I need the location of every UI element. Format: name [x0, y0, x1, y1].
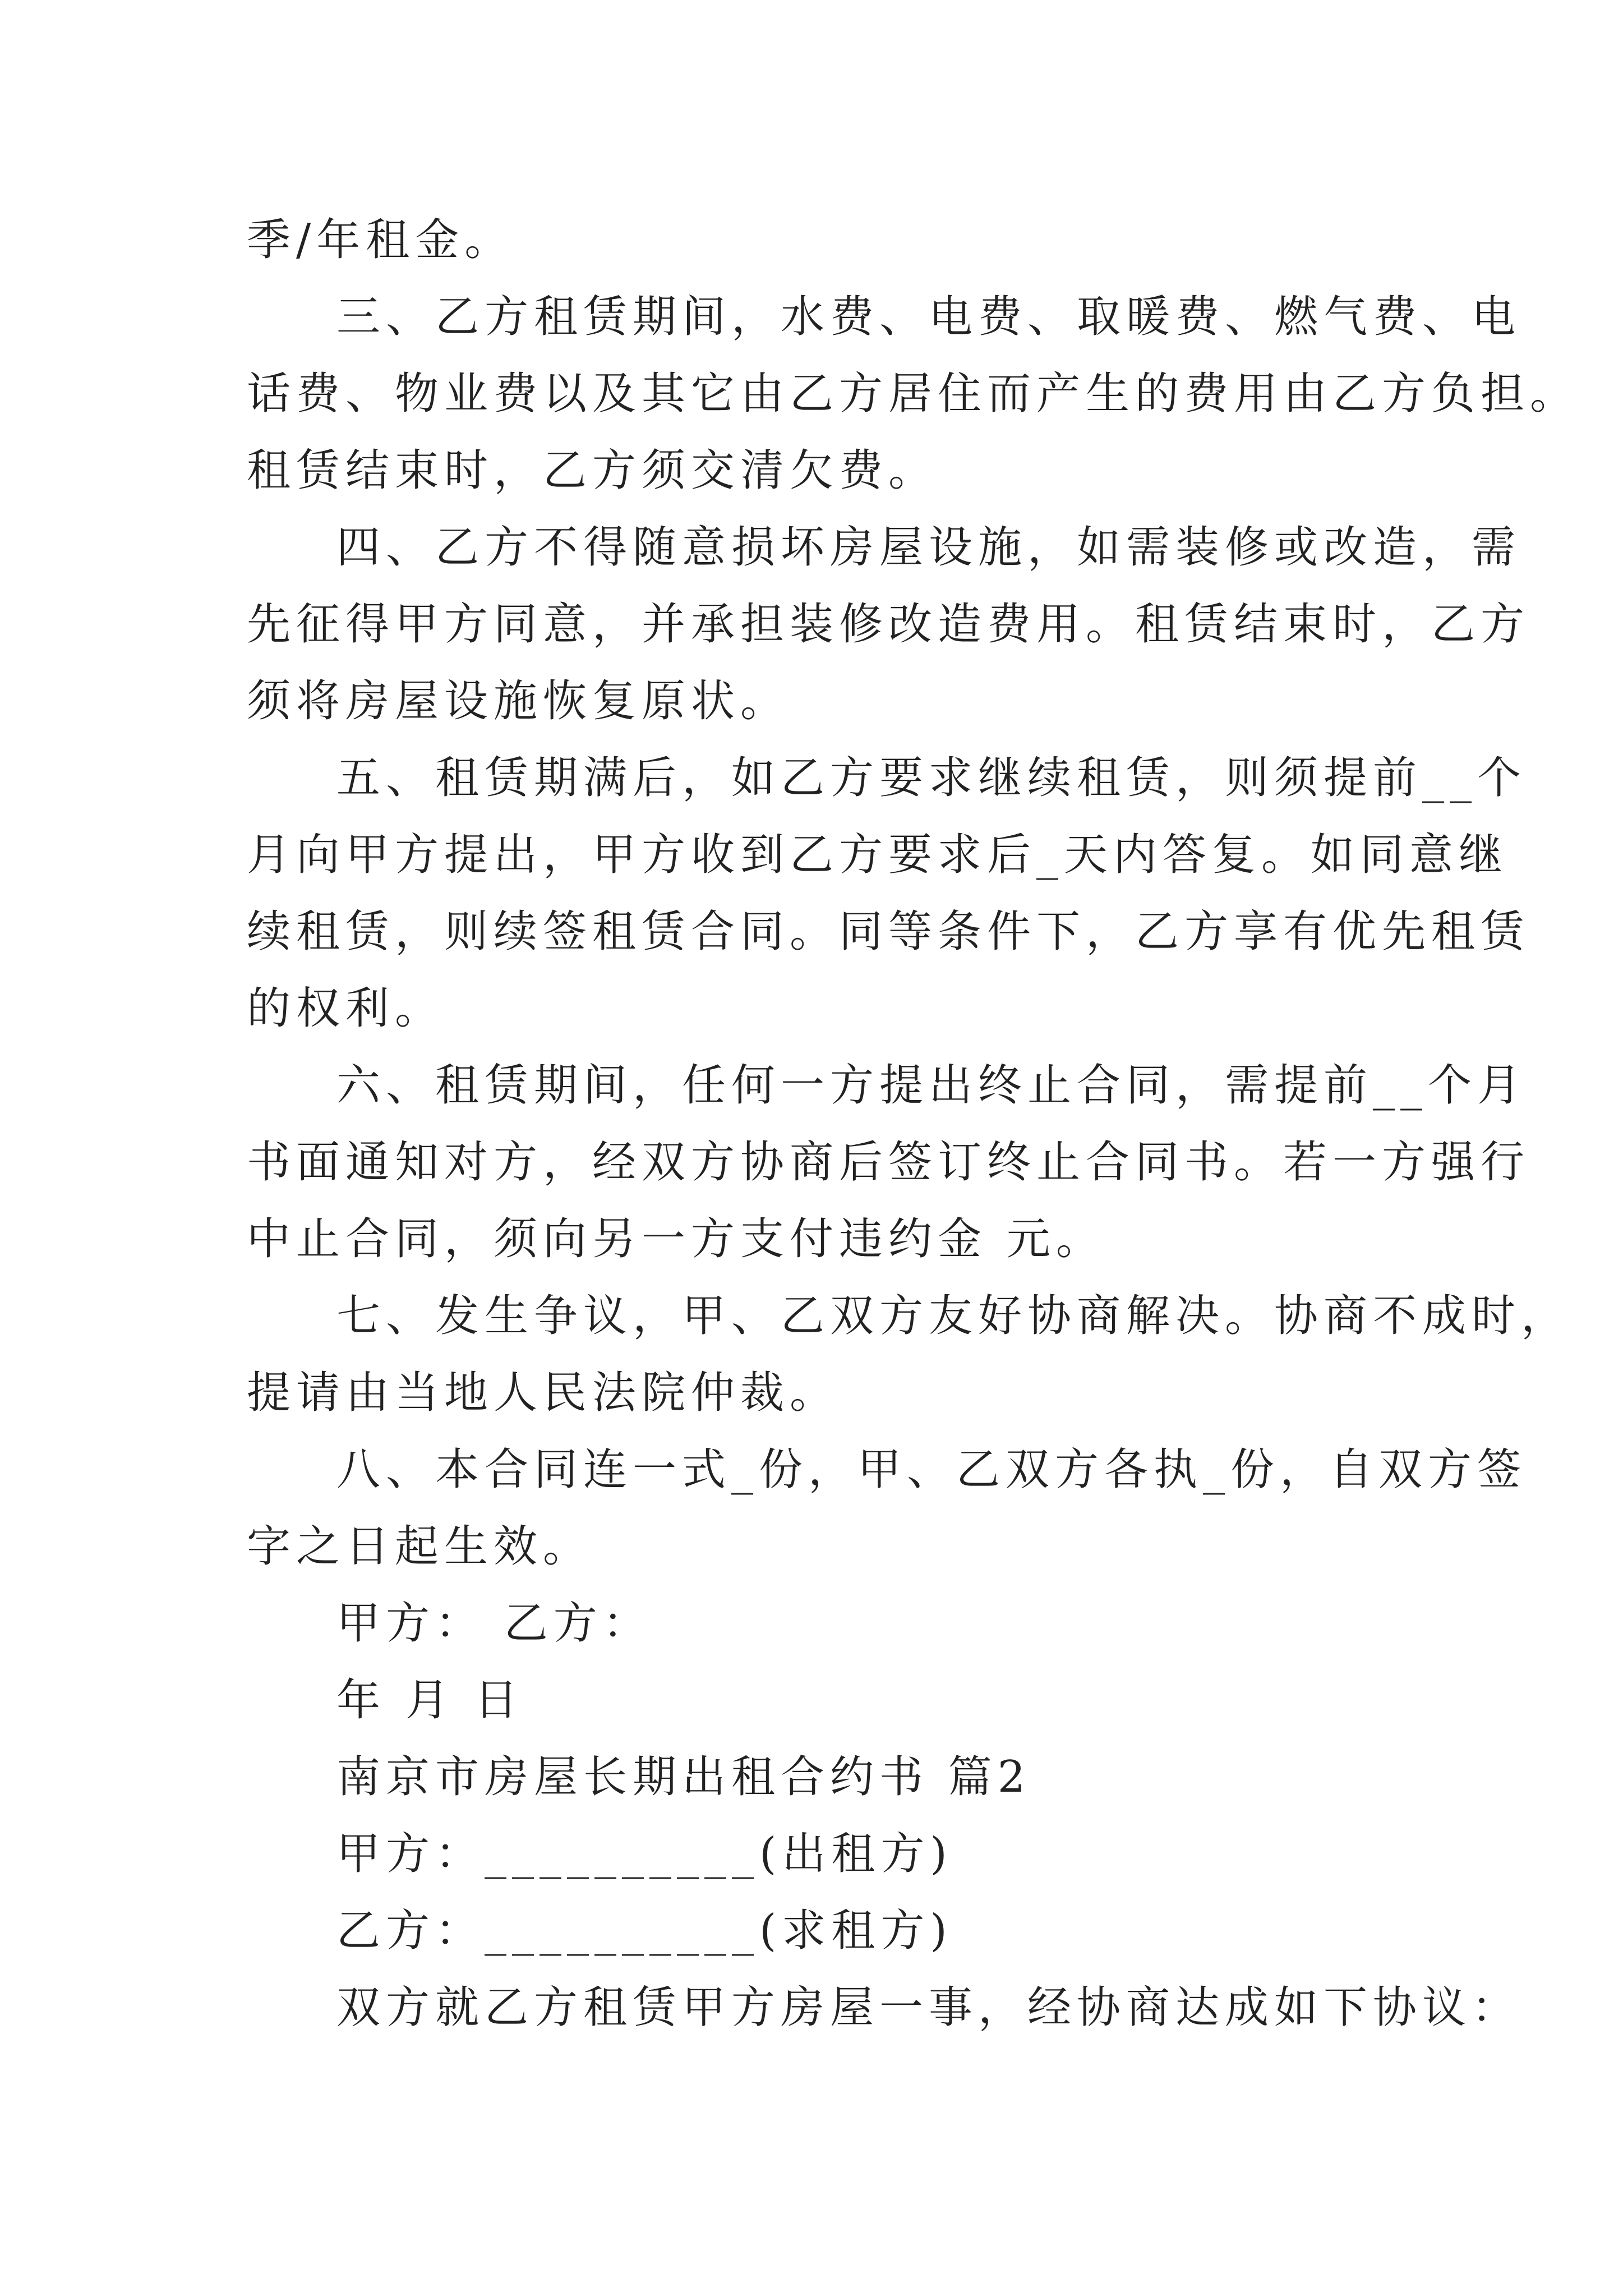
text-line: 须将房屋设施恢复原状。 [247, 676, 790, 726]
text-line: 的权利。 [247, 983, 445, 1034]
date-line: 年 月 日 [336, 1675, 524, 1726]
text-line: 月向甲方提出，甲方收到乙方要求后_天内答复。如同意继 [247, 830, 1509, 880]
text-line: 先征得甲方同意，并承担装修改造费用。租赁结束时，乙方 [247, 599, 1530, 650]
text-line: 五、租赁期满后，如乙方要求继续租赁，则须提前__个 [336, 753, 1527, 803]
party-b-line: 乙方：__________(求租方) [336, 1906, 953, 1956]
text-line: 书面通知对方，经双方协商后签订终止合同书。若一方强行 [247, 1137, 1530, 1188]
text-line: 季/年租金。 [247, 215, 514, 265]
text-line: 字之日起生效。 [247, 1521, 593, 1572]
text-line: 续租赁，则续签租赁合同。同等条件下，乙方享有优先租赁 [247, 907, 1530, 957]
signature-line: 甲方： 乙方： [336, 1598, 652, 1649]
text-line: 三、乙方租赁期间，水费、电费、取暖费、燃气费、电 [336, 292, 1521, 342]
party-a-line: 甲方：__________(出租方) [336, 1829, 953, 1879]
text-line: 租赁结束时，乙方须交清欠费。 [247, 445, 938, 496]
text-line: 六、租赁期间，任何一方提出终止合同，需提前__个月 [336, 1060, 1527, 1111]
text-line: 双方就乙方租赁甲方房屋一事，经协商达成如下协议： [336, 1982, 1521, 2033]
text-line: 八、本合同连一式_份，甲、乙双方各执_份，自双方签 [336, 1444, 1527, 1495]
section-title: 南京市房屋长期出租合约书 篇2 [336, 1752, 1031, 1802]
text-line: 七、发生争议，甲、乙双方友好协商解决。协商不成时， [336, 1291, 1571, 1341]
text-line: 中止合同，须向另一方支付违约金 元。 [247, 1214, 1105, 1264]
text-line: 四、乙方不得随意损坏房屋设施，如需装修或改造，需 [336, 522, 1521, 573]
text-line: 提请由当地人民法院仲裁。 [247, 1368, 840, 1418]
text-line: 话费、物业费以及其它由乙方居住而产生的费用由乙方负担。 [247, 369, 1580, 419]
